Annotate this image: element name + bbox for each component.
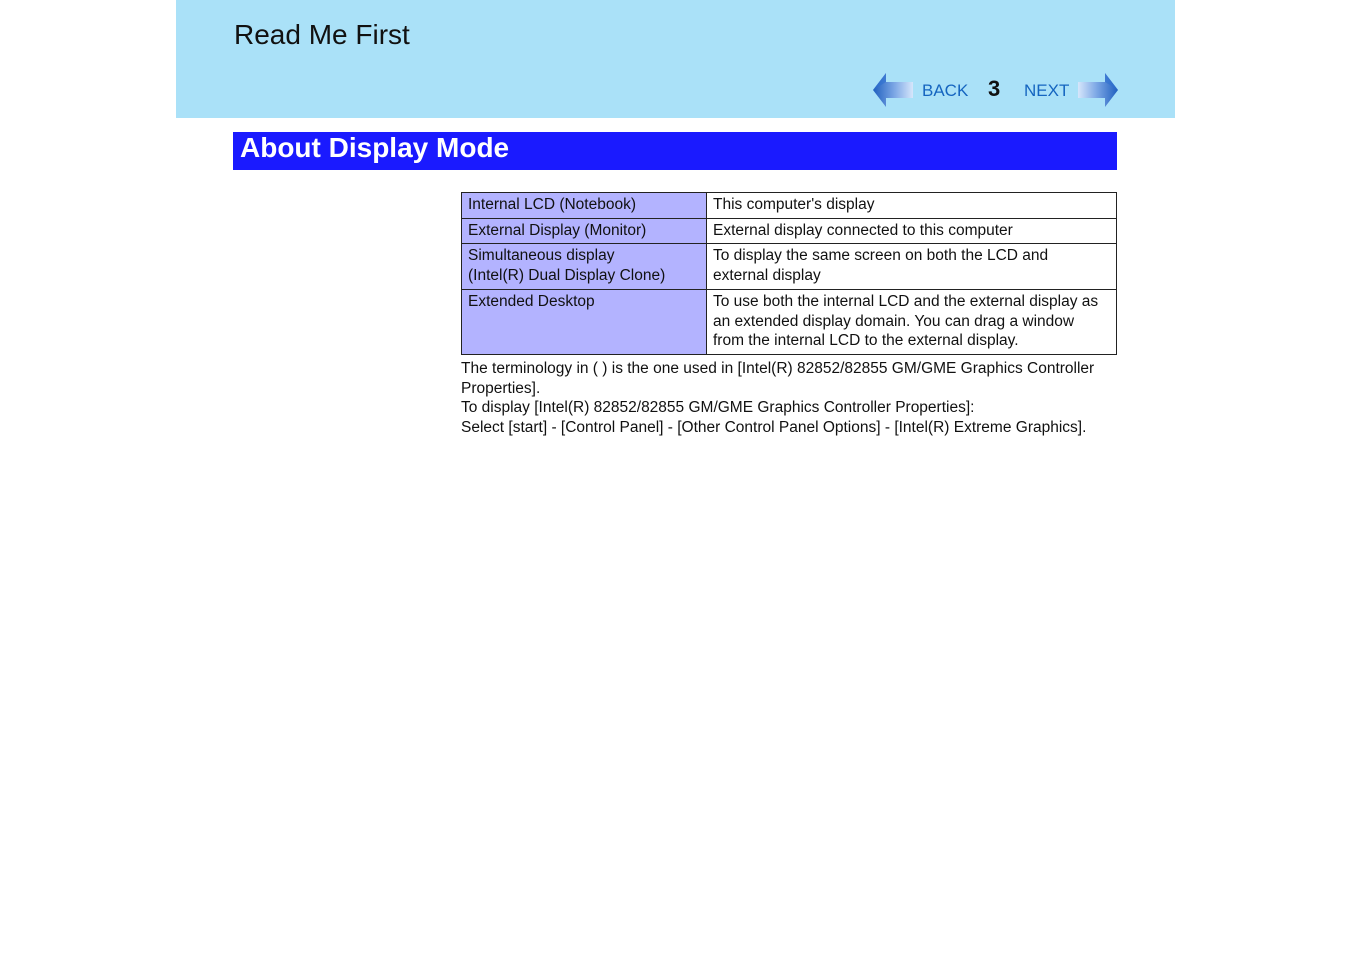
mode-term-cell: [462, 290, 707, 355]
table-row: [462, 193, 1117, 219]
page-navigation: [873, 71, 1118, 111]
header-band: [176, 0, 1175, 118]
terminology-note: The terminology in ( ) is the one used in [Intel(R) 82852/82855 GM/GME Graphics Controller Properties].: [461, 360, 1095, 397]
mode-description: To use both the internal LCD and the external display as: [713, 293, 1099, 310]
document-title: Read Me First: [234, 19, 410, 50]
mode-term: Simultaneous display: [468, 247, 615, 264]
mode-description: from the internal LCD to the external display.: [713, 332, 1019, 349]
table-row: [462, 244, 1117, 290]
mode-term-note: (Intel(R) Dual Display Clone): [468, 266, 666, 284]
mode-term-cell: [462, 218, 707, 244]
mode-description: To display the same screen on both the LCD and: [713, 247, 1049, 264]
mode-term-cell: [462, 244, 707, 290]
page-number: 3: [988, 76, 1001, 101]
mode-term-cell: [462, 193, 707, 219]
back-arrow-icon[interactable]: [873, 71, 913, 109]
table-row: [462, 290, 1117, 355]
next-link[interactable]: NEXT: [1024, 81, 1070, 100]
instructions-path: Select [start] - [Control Panel] - [Other Control Panel Options] - [Intel(R) Extreme Graphics].: [461, 418, 1087, 436]
mode-description-cell: [707, 218, 1117, 244]
display-mode-table: [461, 192, 1117, 355]
section-title: About Display Mode: [240, 132, 510, 163]
mode-description: This computer's display: [713, 196, 875, 213]
mode-term: External Display (Monitor): [468, 221, 647, 239]
notes-block: [461, 359, 1121, 437]
table-row: [462, 218, 1117, 244]
section-heading-bar: [233, 132, 1117, 170]
mode-description: External display connected to this computer: [713, 221, 1013, 239]
mode-description-cell: [707, 193, 1117, 219]
instructions-intro: To display [Intel(R) 82852/82855 GM/GME Graphics Controller Properties]:: [461, 399, 975, 416]
mode-description: an extended display domain. You can drag a window: [713, 312, 1075, 330]
mode-description-cell: [707, 244, 1117, 290]
mode-term: Extended Desktop: [468, 293, 595, 310]
mode-term: Internal LCD (Notebook): [468, 196, 636, 213]
back-link[interactable]: BACK: [922, 81, 969, 100]
next-arrow-icon[interactable]: [1078, 71, 1118, 109]
mode-description-cell: [707, 290, 1117, 355]
mode-description: external display: [713, 266, 821, 284]
